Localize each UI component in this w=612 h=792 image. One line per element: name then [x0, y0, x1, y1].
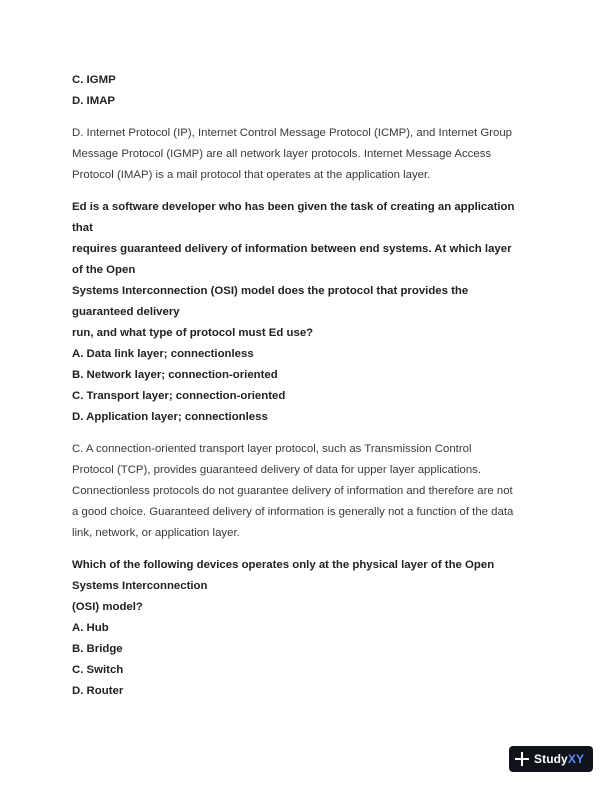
block3-options: [72, 618, 542, 702]
answer-line: Protocol (IMAP) is a mail protocol that operates at the application layer.: [72, 169, 431, 181]
question-line: Systems Interconnection (OSI) model does the protocol that provides the: [72, 285, 469, 297]
option-line: C. Transport layer; connection-oriented: [72, 390, 286, 402]
block2-answer: [72, 439, 542, 544]
answer-line: D. Internet Protocol (IP), Internet Control Message Protocol (ICMP), and Internet Group: [72, 127, 512, 139]
block2-options: [72, 344, 542, 428]
answer-line: a good choice. Guaranteed delivery of information is generally not a function of the data: [72, 506, 514, 518]
option-line: B. Bridge: [72, 643, 123, 655]
option-line: D. IMAP: [72, 95, 116, 107]
option-line: C. Switch: [72, 664, 124, 676]
brand-logo-text: StudyXY: [534, 752, 585, 766]
answer-line: Connectionless protocols do not guarantee delivery of information and therefore are not: [72, 485, 513, 497]
answer-line: link, network, or application layer.: [72, 527, 240, 539]
question-line: guaranteed delivery: [72, 306, 180, 318]
option-line: C. IGMP: [72, 74, 116, 86]
option-line: D. Router: [72, 685, 124, 697]
question-line: run, and what type of protocol must Ed use?: [72, 327, 314, 339]
option-line: A. Hub: [72, 622, 109, 634]
block1-answer: [72, 123, 542, 186]
block1-options: [72, 70, 542, 112]
block2-question: [72, 197, 542, 344]
answer-line: C. A connection-oriented transport layer protocol, such as Transmission Control: [72, 443, 472, 455]
answer-line: Message Protocol (IGMP) are all network layer protocols. Internet Message Access: [72, 148, 492, 160]
question-line: requires guaranteed delivery of information between end systems. At which layer: [72, 243, 512, 255]
question-line: Ed is a software developer who has been given the task of creating an application: [72, 201, 515, 213]
option-line: A. Data link layer; connectionless: [72, 348, 254, 360]
question-line: Systems Interconnection: [72, 580, 208, 592]
plus-icon: [515, 752, 529, 766]
studyxy-badge[interactable]: [509, 746, 593, 772]
question-line: that: [72, 222, 93, 234]
answer-line: Protocol (TCP), provides guaranteed delivery of data for upper layer applications.: [72, 464, 482, 476]
question-line: of the Open: [72, 264, 136, 276]
question-line: (OSI) model?: [72, 601, 143, 613]
document-page: [72, 70, 542, 702]
option-line: D. Application layer; connectionless: [72, 411, 268, 423]
option-line: B. Network layer; connection-oriented: [72, 369, 278, 381]
question-line: Which of the following devices operates only at the physical layer of the Open: [72, 559, 495, 571]
block3-question: [72, 555, 542, 618]
